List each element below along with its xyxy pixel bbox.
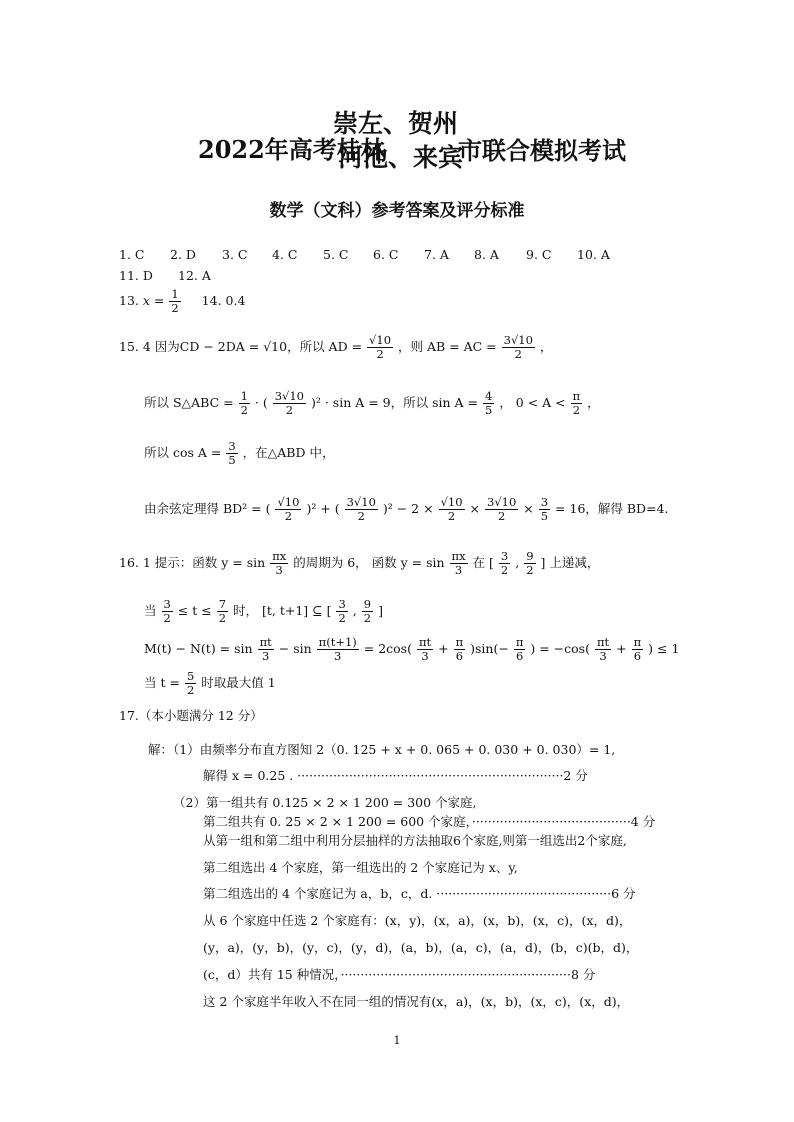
title-city-bottom: 河池、来宾 — [338, 143, 464, 172]
q17-line: (y，a)，(y，b)，(y，c)，(y，d)，(a，b)，(a，c)，(a，d)，(b，c)(b，d)， — [203, 940, 639, 955]
answer-item: 8. A — [474, 247, 499, 262]
page-subtitle: 数学（文科）参考答案及评分标准 — [269, 201, 525, 221]
fraction: $\frac{1}{2}$ — [171, 287, 179, 315]
title-year-prefix: 2022年高考桂林 — [198, 135, 385, 164]
answer-item: 2. D — [170, 247, 196, 262]
title-exam-suffix: 市联合模拟考试 — [458, 136, 626, 165]
q15-line-1: 15. 4 因为CD − 2DA = √10，所以 AD = $\frac{√10}{2}$ ，则 AB = AC = $\frac{3√10}{2}$ ， — [119, 333, 553, 361]
answer-item: 9. C — [526, 247, 552, 262]
q17-line: （2）第一组共有 0.125 × 2 × 1 200 = 300 个家庭, — [173, 795, 477, 810]
q17-line: 第二组选出 4 个家庭，第一组选出的 2 个家庭记为 x、y, — [203, 860, 518, 875]
answer-13-14: 13. x = $\frac{1}{2}$ 14. 0.4 — [119, 287, 246, 315]
q17-line: 解：（1）由频率分布直方图知 2（0. 125 + x + 0. 065 + 0. 030 + 0. 030）= 1, — [148, 742, 616, 757]
q15-line-4: 由余弦定理得 BD² = ( $\frac{√10}{2}$ )² + ( $\frac{3√10}{2}$ )² − 2 × $\frac{√10}{2}$ × $\frac{3√10}{2}$ × $\frac{3}{5}$ = 16，解得 BD=4. — [144, 495, 669, 523]
q17-line: 解得 x = 0.25 . ···································································2 分 — [203, 768, 588, 783]
answer-item: 5. C — [323, 247, 349, 262]
answer-item: 10. A — [577, 247, 610, 262]
q17-line: (c，d）共有 15 种情况，··························································8 分 — [203, 967, 596, 982]
q17-line: 这 2 个家庭半年收入不在同一组的情况有(x，a)，(x，b)，(x，c)，(x，d)， — [203, 994, 630, 1009]
answer-item: 11. D — [119, 268, 153, 283]
answer-item: 1. C — [119, 247, 145, 262]
answer-item: 6. C — [373, 247, 399, 262]
answer-item: 12. A — [178, 268, 211, 283]
answer-item: 4. C — [272, 247, 298, 262]
title-city-top: 崇左、贺州 — [333, 109, 459, 138]
q17-line: 第二组共有 0. 25 × 2 × 1 200 = 600 个家庭，········································4 分 — [203, 814, 656, 829]
q17-line: 第二组选出的 4 个家庭记为 a，b，c，d. ············································6 分 — [203, 886, 636, 901]
page-number: 1 — [393, 1034, 401, 1047]
q17-line: 从第一组和第二组中利用分层抽样的方法抽取6个家庭,则第一组选出2个家庭, — [203, 833, 627, 848]
q17-line: 从 6 个家庭中任选 2 个家庭有：(x，y)，(x，a)，(x，b)，(x，c)，(x，d)， — [203, 913, 632, 928]
q17-header: 17.（本小题满分 12 分） — [119, 708, 263, 723]
q16-line-3: M(t) − N(t) = sin $\frac{\pi t}{3}$ − sin $\frac{\pi(t+1)}{3}$ = 2cos( $\frac{\pi t}{3}$ + $\frac{\pi}{6}$ )sin(− $\frac{\pi}{6}$ ) = −cos( $\frac{\pi t}{3}$ + $\frac{\pi}{6}$ ) ≤ 1 — [144, 635, 680, 663]
answer-item: 3. C — [222, 247, 248, 262]
q16-line-1: 16. 1 提示：函数 y = sin $\frac{\pi x}{3}$ 的周期为 6， 函数 y = sin $\frac{\pi x}{3}$ 在 [ $\frac{3}{2}$ , $\frac{9}{2}$ ] 上递减， — [119, 549, 600, 577]
q16-line-2: 当 $\frac{3}{2}$ ≤ t ≤ $\frac{7}{2}$ 时， [t, t+1] ⊆ [ $\frac{3}{2}$ , $\frac{9}{2}$ ] — [144, 597, 383, 625]
answer-item: 7. A — [424, 247, 449, 262]
q16-line-4: 当 t = $\frac{5}{2}$ 时取最大值 1 — [144, 669, 276, 697]
q15-line-2: 所以 S△ABC = $\frac{1}{2}$ · ( $\frac{3√10}{2}$ )² · sin A = 9，所以 sin A = $\frac{4}{5}$ ， 0 < A < $\frac{\pi}{2}$ ， — [144, 389, 600, 417]
q15-line-3: 所以 cos A = $\frac{3}{5}$ ，在△ABD 中， — [144, 439, 335, 467]
